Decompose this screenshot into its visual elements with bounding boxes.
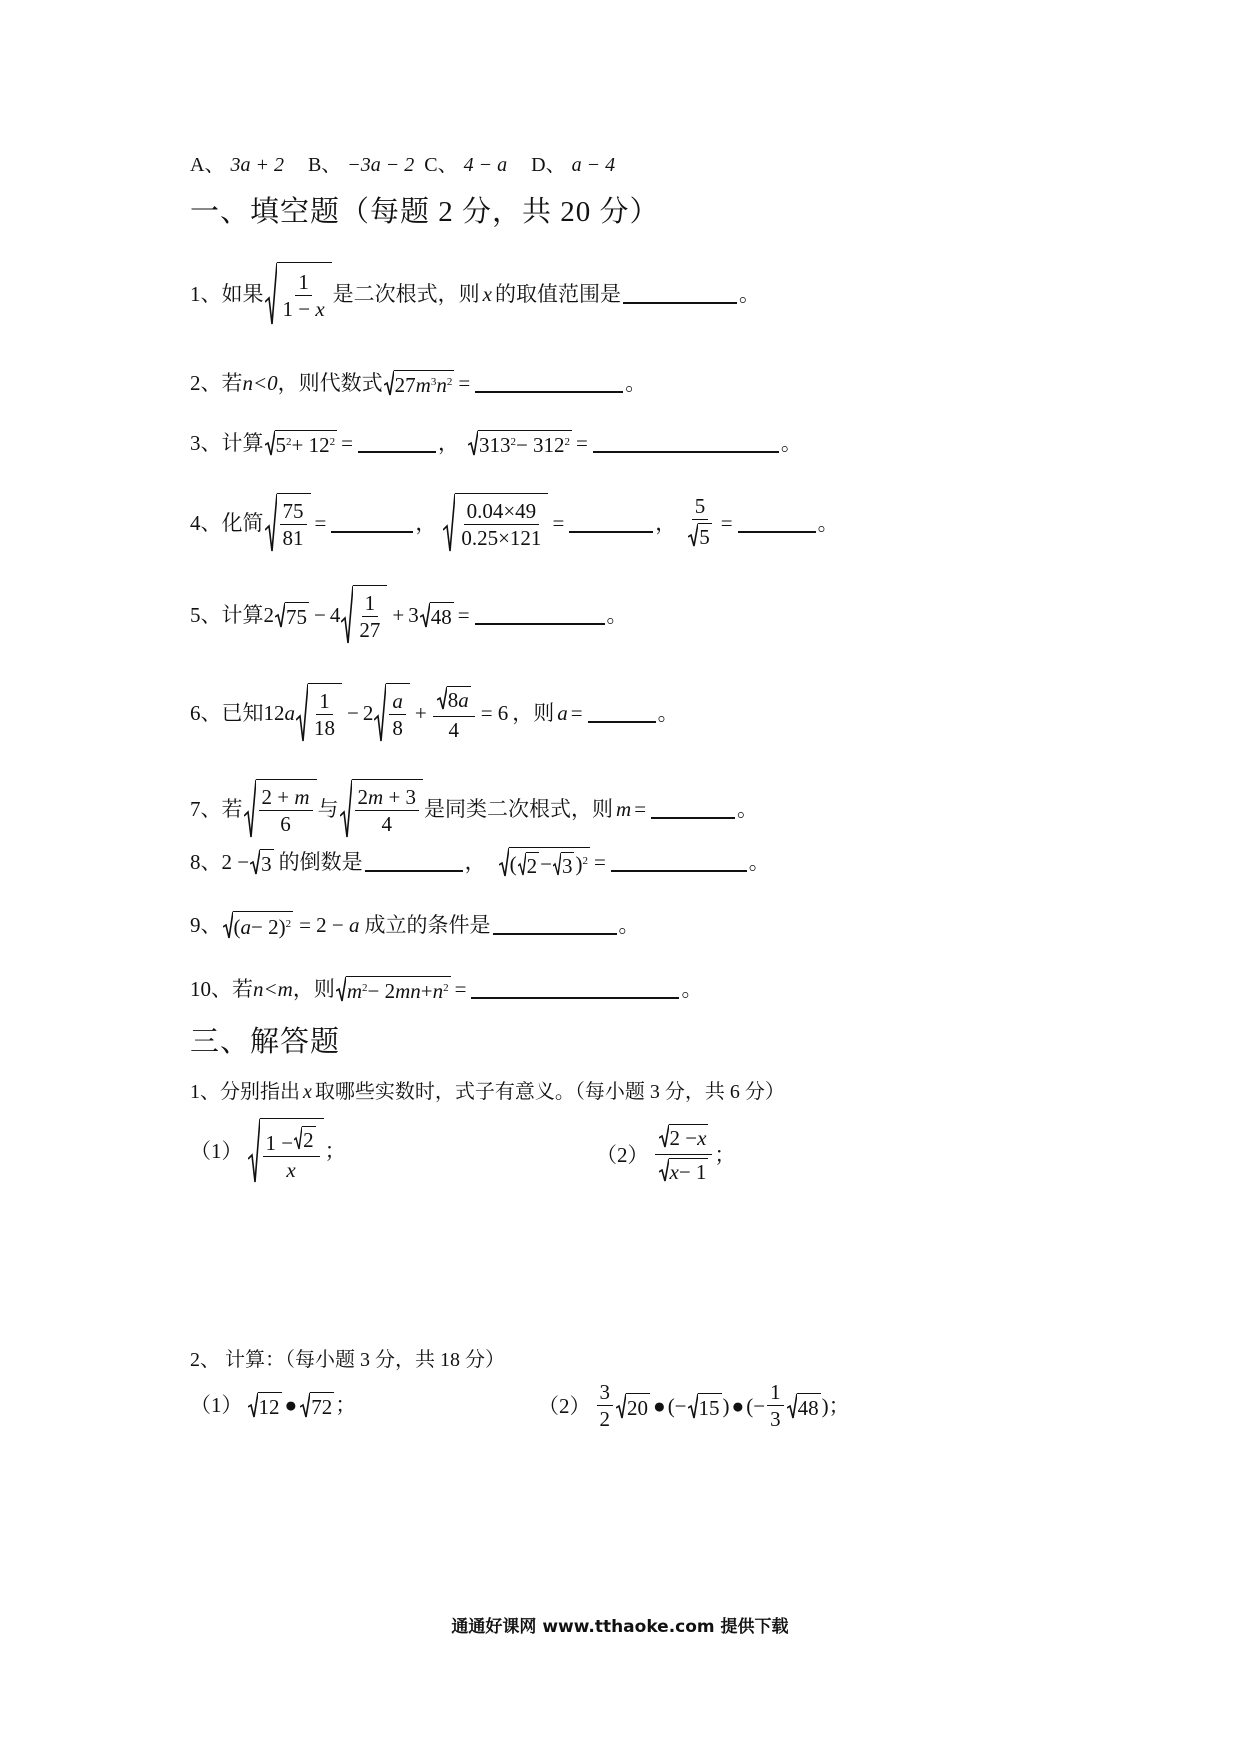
- question-3: 3、 计算 5 $^2$ + 12 $^2$ = ， 313 $^2$ − 312 $^2$ = 。: [190, 430, 802, 457]
- q4-number: 4、: [190, 510, 222, 535]
- q1-variable: x: [482, 281, 492, 306]
- p1-sub2-end: ；: [714, 1142, 736, 1167]
- q1-end: 。: [739, 281, 760, 306]
- q6-text-1: 已知: [221, 700, 264, 725]
- q2-condition: n<0: [242, 370, 278, 395]
- q10-sqrt-expr: m $^2$ − 2 mn + n $^2$: [336, 976, 451, 1002]
- radical-sign: [499, 847, 509, 877]
- answer-blank[interactable]: [471, 979, 679, 999]
- p2-sub2-expr: $\frac{3}{2}$ 20 ● (− 15 ) ● (− $\frac{1}{3}$ 48 ): [595, 1382, 829, 1430]
- q8-text-1: 的倒数是: [278, 849, 363, 874]
- q7-sqrt-expr-2: $\frac{2m + 3}{4}$: [340, 779, 424, 839]
- q3-sqrt-expr-1: 5 $^2$ + 12 $^2$: [265, 430, 338, 456]
- section-fill-heading: 一、填空题（每题 2 分，共 20 分）: [190, 196, 660, 228]
- radical-sign: [659, 1158, 669, 1182]
- p2-sub2-end: ；: [828, 1393, 850, 1418]
- option-b-label: B、: [307, 154, 342, 176]
- radical-sign: [384, 370, 394, 396]
- q5-expr: 2 75 − 4 $\frac{1}{27}$ + 3 48: [264, 585, 455, 645]
- q1-number: 1、: [190, 281, 222, 306]
- p1-sub2-expr: 2 − x x − 1: [655, 1124, 713, 1186]
- option-b-expr: −3a − 2: [347, 154, 415, 176]
- radical-sign: [518, 852, 526, 876]
- p2-sub1-label: （1）: [190, 1392, 243, 1417]
- q5-end: 。: [606, 602, 628, 627]
- q7-text-1: 若: [221, 796, 243, 821]
- p2-text: 2、 计算：（每小题 3 分，共 18 分）: [190, 1349, 505, 1371]
- q10-end: 。: [681, 976, 703, 1001]
- q2-sqrt-expr: 27 m $^3$ n $^2$: [384, 370, 455, 396]
- radical-sign: [250, 849, 260, 875]
- q3-separator: ，: [437, 430, 459, 455]
- problem-2: [190, 1350, 505, 1370]
- radical-sign: [265, 430, 275, 456]
- q2-end: 。: [625, 370, 647, 395]
- answer-blank[interactable]: [493, 915, 617, 935]
- problem-1-sub-1: [190, 1118, 346, 1184]
- radical-sign: [787, 1393, 797, 1419]
- question-2: 2、 若 n<0 ，则代数式 27 m $^3$ n $^2$ = 。: [190, 370, 647, 397]
- answer-blank[interactable]: [365, 852, 463, 872]
- radical-sign: [340, 779, 352, 839]
- q6-end: 。: [657, 700, 679, 725]
- section-solve-heading: 三、解答题: [190, 1026, 341, 1058]
- p1-text: 1、分别指出: [190, 1081, 300, 1103]
- radical-sign: [265, 262, 277, 326]
- q3-end: 。: [780, 430, 802, 455]
- radical-sign: [374, 683, 386, 743]
- q3-sqrt-expr-2: 313 $^2$ − 312 $^2$: [468, 430, 572, 456]
- option-c-expr: 4 − a: [463, 154, 508, 176]
- question-7: 7、 若 $\frac{2 + m}{6}$ 与 $\frac{2m + 3}{4}$ 是同类二次根式，则 m = 。: [190, 779, 758, 839]
- q10-number: 10、: [190, 976, 232, 1001]
- q2-number: 2、: [190, 370, 222, 395]
- q3-number: 3、: [190, 430, 222, 455]
- q6-expr: 12 a $\frac{1}{18}$ − 2 $\frac{a}{8}$ + 8 a 4 = 6: [264, 683, 513, 743]
- q7-sqrt-expr-1: $\frac{2 + m}{6}$: [244, 779, 317, 839]
- radical-sign: [336, 976, 346, 1002]
- q9-number: 9、: [190, 912, 222, 937]
- option-a-expr: 3a + 2: [230, 154, 284, 176]
- answer-blank[interactable]: [475, 605, 605, 625]
- radical-sign: [296, 683, 308, 743]
- q4-text-1: 化简: [221, 510, 264, 535]
- problem-2-sub-2: [538, 1382, 850, 1430]
- question-6: 6、 已知 12 a $\frac{1}{18}$ − 2 $\frac{a}{8}$ + 8 a 4 = 6 ，则 a = 。: [190, 683, 679, 743]
- q10-text-1: 若: [232, 976, 253, 1001]
- answer-blank[interactable]: [358, 433, 436, 453]
- p1-sub2-label: （2）: [596, 1142, 649, 1167]
- answer-blank[interactable]: [588, 703, 656, 723]
- option-d-label: D、: [531, 154, 566, 176]
- q4-separator-1: ，: [415, 510, 437, 535]
- option-a-label: A、: [190, 154, 225, 176]
- p2-sub1-expr: 12 ● 72: [247, 1392, 336, 1418]
- radical-sign: [688, 1393, 698, 1419]
- question-5: 5、 计算 2 75 − 4 $\frac{1}{27}$ + 3 48 = 。: [190, 585, 628, 645]
- answer-options-line: [190, 155, 615, 175]
- q6-text-2: ，则: [512, 700, 555, 725]
- radical-sign: [223, 911, 233, 939]
- radical-sign: [437, 686, 447, 710]
- q8-separator: ，: [464, 849, 486, 874]
- answer-blank[interactable]: [331, 513, 413, 533]
- page-footer: 通通好课网 www.tthaoke.com 提供下载: [451, 1617, 789, 1637]
- answer-blank[interactable]: [623, 284, 737, 304]
- p1-sub1-expr: 1 − 2 x: [248, 1118, 324, 1184]
- answer-blank[interactable]: [651, 799, 735, 819]
- problem-1: [190, 1082, 785, 1102]
- q4-end: 。: [817, 510, 839, 535]
- q3-text-1: 计算: [221, 430, 264, 455]
- radical-sign: [248, 1392, 258, 1418]
- answer-blank[interactable]: [611, 852, 747, 872]
- option-c-label: C、: [424, 154, 458, 176]
- q5-text-1: 计算: [221, 602, 264, 627]
- q2-text-2: ，则代数式: [277, 370, 383, 395]
- radical-sign: [443, 493, 455, 553]
- p2-sub2-label: （2）: [538, 1393, 591, 1418]
- radical-sign: [688, 523, 698, 547]
- p1-sub1-end: ；: [324, 1138, 346, 1163]
- q2-text-1: 若: [221, 370, 243, 395]
- question-1: [190, 262, 760, 326]
- option-d-expr: a − 4: [571, 154, 616, 176]
- p2-sub1-end: ；: [335, 1392, 357, 1417]
- q8-number: 8、: [190, 849, 222, 874]
- q7-text-2: 与: [317, 796, 339, 821]
- q7-end: 。: [737, 796, 759, 821]
- answer-blank[interactable]: [593, 433, 779, 453]
- radical-sign: [294, 1126, 302, 1150]
- q9-sqrt-expr: ( a − 2) $^2$: [223, 911, 294, 939]
- radical-sign: [616, 1393, 626, 1419]
- q4-sqrt-expr-1: $\frac{75}{81}$: [265, 493, 311, 553]
- q7-text-3: 是同类二次根式，则: [424, 796, 614, 821]
- q8-sqrt-expr-2: ( 2 − 3 ) $^2$: [499, 847, 590, 877]
- radical-sign: [468, 430, 478, 456]
- answer-blank[interactable]: [569, 513, 653, 533]
- problem-2-sub-1: [190, 1392, 356, 1418]
- answer-blank[interactable]: [738, 513, 816, 533]
- answer-blank[interactable]: [475, 373, 623, 393]
- q7-number: 7、: [190, 796, 222, 821]
- q6-number: 6、: [190, 700, 222, 725]
- radical-sign: [244, 779, 256, 839]
- q4-sqrt-expr-2: $\frac{0.04\times 49}{0.25\times 121}$: [443, 493, 548, 553]
- q5-number: 5、: [190, 602, 222, 627]
- p1-text-2: 取哪些实数时，式子有意义。（每小题 3 分，共 6 分）: [314, 1081, 785, 1103]
- q4-fraction: $\frac{5}{5}$: [684, 496, 716, 551]
- question-4: 4、 化简 $\frac{75}{81}$ = ， $\frac{0.04\times 49}{0.25\times 121}$ = ， $\frac{5}{5}$ = 。: [190, 493, 839, 553]
- q1-text-3: 的取值范围是: [495, 281, 621, 306]
- radical-sign: [420, 602, 430, 628]
- q9-end: 。: [618, 912, 640, 937]
- question-8: 8、 2 − 3 的倒数是 ， ( 2 − 3 ) $^2$ = 。: [190, 847, 770, 877]
- q1-text-1: 如果: [221, 281, 264, 306]
- q1-sqrt-expr: $\frac{1}{1 - x}$: [265, 262, 332, 326]
- p1-sub1-label: （1）: [190, 1138, 243, 1163]
- radical-sign: [659, 1124, 669, 1148]
- q10-text-2: ，则: [292, 976, 335, 1001]
- p1-variable: x: [303, 1081, 312, 1103]
- radical-sign: [553, 852, 561, 876]
- question-9: 9、 ( a − 2) $^2$ = 2 − a 成立的条件是 。: [190, 912, 640, 939]
- q9-text-1: 成立的条件是: [364, 912, 491, 937]
- q4-separator-2: ，: [655, 510, 677, 535]
- problem-1-sub-2: [596, 1124, 735, 1186]
- radical-sign: [341, 585, 353, 645]
- radical-sign: [300, 1392, 310, 1418]
- q1-text-2: 是二次根式，则: [332, 281, 480, 306]
- radical-sign: [265, 493, 277, 553]
- q8-expr-1: 2 − 3: [221, 849, 272, 876]
- q10-condition: n<m: [253, 976, 293, 1001]
- radical-sign: [248, 1118, 260, 1184]
- question-10: 10、 若 n<m ，则 m $^2$ − 2 mn + n $^2$ = 。: [190, 976, 703, 1003]
- q8-end: 。: [748, 849, 770, 874]
- radical-sign: [275, 602, 285, 628]
